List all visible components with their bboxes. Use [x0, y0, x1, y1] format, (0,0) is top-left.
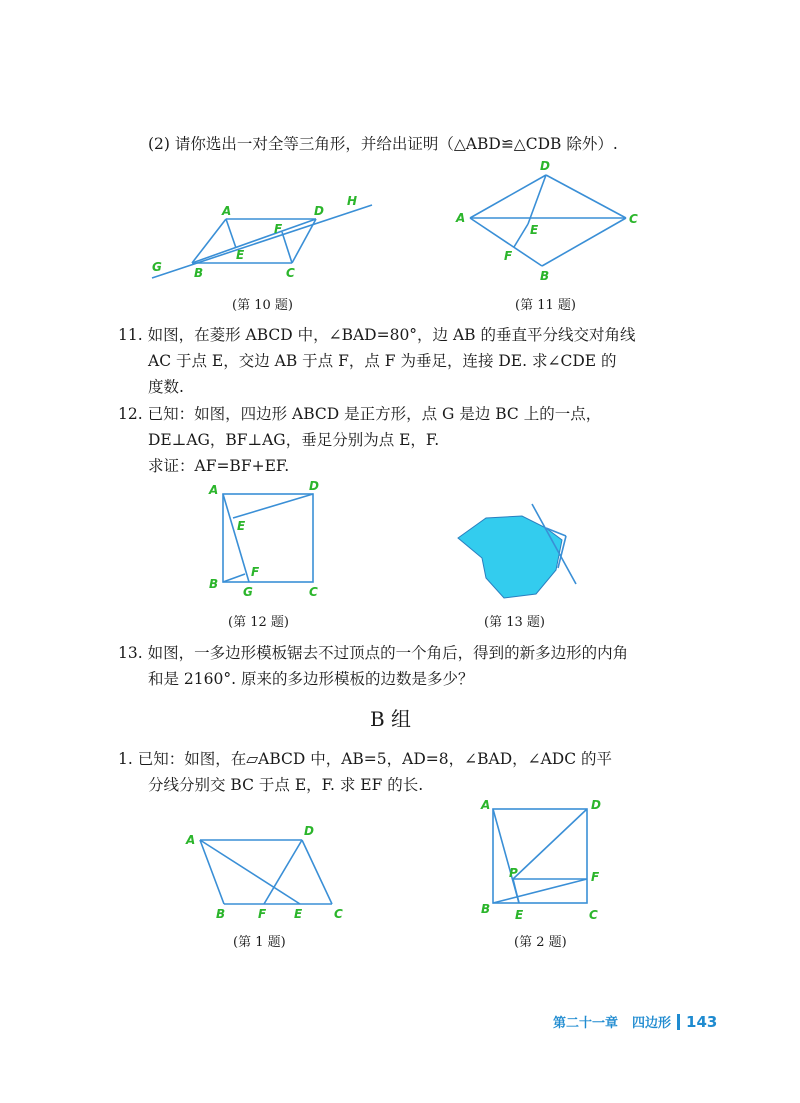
figure-11-caption: (第 11 题) [515, 298, 576, 313]
fig10-label: C [286, 266, 295, 280]
problem11-line2: AC 于点 E，交边 AB 于点 F，点 F 为垂足，连接 DE. 求∠CDE 的 [148, 352, 617, 370]
problem13-line2: 和是 2160°. 原来的多边形模板的边数是多少？ [148, 670, 474, 688]
fig10-diag-bd [192, 219, 316, 263]
page-number: 143 [686, 1013, 718, 1031]
footer-divider [677, 1014, 680, 1030]
page-footer [553, 1012, 717, 1031]
fig11-line-de [528, 175, 546, 224]
figure-13-caption: (第 13 题) [484, 615, 545, 630]
fig12-label: C [309, 585, 318, 599]
fig10-label: F [274, 222, 283, 236]
problem13-line1: 13. 如图，一多边形模板锯去不过顶点的一个角后，得到的新多边形的内角 [118, 644, 629, 662]
section-title: 四边形 [632, 1016, 672, 1031]
fig12-label: F [251, 565, 260, 579]
figure-b2-caption: (第 2 题) [514, 935, 567, 950]
fig12-line-de [233, 494, 313, 518]
figb1-label: D [304, 824, 314, 838]
figure-12 [205, 478, 335, 603]
problem11-line1: 11. 如图，在菱形 ABCD 中，∠BAD=80°，边 AB 的垂直平分线交对角线 [118, 326, 636, 344]
figb2-line-bf [493, 879, 587, 903]
figb1-bisector-ae [200, 840, 300, 904]
fig11-side-cb [542, 218, 626, 266]
problem10-part2-text: (2) 请你选出一对全等三角形，并给出证明（△ABD≌△CDB 除外）. [148, 135, 618, 153]
problem11-line3: 度数. [148, 378, 184, 396]
problem-b1-line1: 1. 已知：如图，在▱ABCD 中，AB=5，AD=8，∠BAD，∠ADC 的平 [118, 750, 613, 768]
figb1-label: B [216, 907, 226, 921]
figb2-label: P [509, 866, 518, 880]
fig11-label: E [530, 223, 539, 237]
fig11-line-ef [514, 224, 528, 247]
fig10-perp-cf [282, 232, 292, 263]
group-b-title: B 组 [370, 707, 412, 731]
figb1-side-dc [302, 840, 332, 904]
figb1-bisector-df [264, 840, 302, 904]
figure-11 [450, 160, 650, 285]
fig10-label: G [152, 260, 162, 274]
figure-10 [140, 185, 380, 295]
problem12-line2: DE⊥AG，BF⊥AG，垂足分别为点 E，F. [148, 431, 440, 449]
problem-b1-line2: 分线分别交 BC 于点 E，F. 求 EF 的长. [148, 776, 424, 794]
figb2-label: F [591, 870, 600, 884]
figb2-label: B [481, 902, 491, 916]
fig10-label: D [314, 204, 324, 218]
figb1-label: E [294, 907, 303, 921]
figb2-line-pd [513, 809, 587, 879]
figure-b1 [180, 820, 355, 920]
figure-b1-caption: (第 1 题) [233, 935, 286, 950]
fig12-label: E [237, 519, 246, 533]
figb1-label: A [186, 833, 196, 847]
figure-10-caption: (第 10 题) [232, 298, 293, 313]
fig11-label: B [540, 269, 550, 283]
figb2-label: E [515, 908, 524, 922]
figure-b2 [475, 795, 615, 925]
problem12-line3: 求证：AF=BF+EF. [148, 457, 290, 475]
fig11-label: F [504, 249, 513, 263]
fig10-line-gh [152, 205, 372, 278]
figb1-side-ab [200, 840, 224, 904]
fig11-label: A [456, 211, 466, 225]
fig10-label: H [347, 194, 358, 208]
fig12-label: G [243, 585, 253, 599]
fig11-side-dc [546, 175, 626, 218]
fig10-label: B [194, 266, 204, 280]
fig12-line-bf [223, 574, 245, 582]
fig10-label: A [222, 204, 232, 218]
figure-12-caption: (第 12 题) [228, 615, 289, 630]
problem12-line1: 12. 已知：如图，四边形 ABCD 是正方形，点 G 是边 BC 上的一点， [118, 405, 602, 423]
fig10-perp-ae [226, 219, 236, 248]
fig10-label: E [236, 248, 245, 262]
figb1-label: C [334, 907, 343, 921]
fig11-label: C [629, 212, 638, 226]
fig11-side-ad [470, 175, 546, 218]
figb2-label: A [481, 798, 491, 812]
fig12-label: B [209, 577, 219, 591]
figure-13 [450, 500, 590, 610]
chapter-title: 第二十一章 [553, 1016, 619, 1031]
figb1-label: F [258, 907, 267, 921]
fig12-label: D [309, 479, 319, 493]
figb2-label: C [589, 908, 598, 922]
fig11-label: D [540, 159, 550, 173]
fig12-label: A [209, 483, 219, 497]
figb2-line-pe [513, 879, 519, 903]
figb2-label: D [591, 798, 601, 812]
fig12-line-ag [223, 494, 249, 582]
